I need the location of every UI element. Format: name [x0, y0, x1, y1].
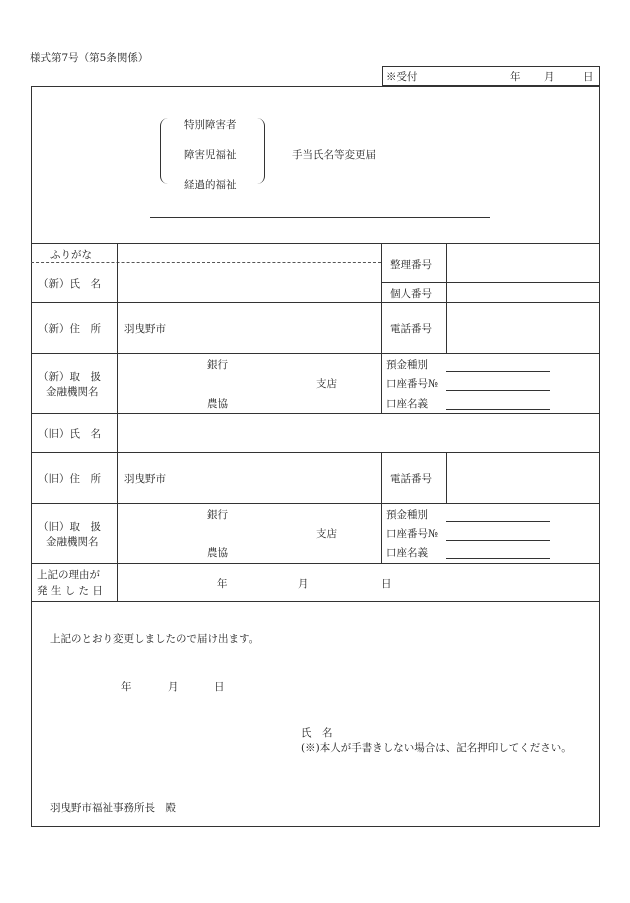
- new-bank-label-2: 金融機関名: [46, 386, 99, 398]
- form-number: 様式第7号（第5条関係）: [30, 52, 149, 64]
- old-address-value: 羽曳野市: [124, 473, 166, 485]
- title-type-2: 障害児福祉: [184, 149, 237, 161]
- new-bank-agri: 農協: [207, 398, 228, 410]
- right-column-divider: [381, 452, 382, 563]
- value-column-divider: [446, 243, 447, 353]
- statement: 上記のとおり変更しましたので届け出ます。: [50, 633, 260, 645]
- old-deposit-type-label: 預金種別: [386, 509, 428, 521]
- value-column-divider: [446, 452, 447, 503]
- old-account-name-line: [446, 558, 550, 559]
- new-bank-bank: 銀行: [207, 359, 228, 371]
- reason-month: 月: [298, 578, 309, 590]
- receipt-day: 日: [583, 71, 594, 83]
- reason-label-1: 上記の理由が: [37, 569, 100, 581]
- old-bank-bank: 銀行: [207, 509, 228, 521]
- title-underline: [150, 217, 490, 218]
- reason-day: 日: [381, 578, 392, 590]
- divider: [381, 282, 599, 283]
- new-name-label: （新）氏 名: [38, 278, 101, 290]
- old-name-label: （旧）氏 名: [38, 428, 101, 440]
- new-account-no-line: [446, 390, 550, 391]
- receipt-label: ※受付: [386, 71, 418, 83]
- footer-month: 月: [168, 681, 179, 693]
- old-bank-agri: 農協: [207, 547, 228, 559]
- form-title: 手当氏名等変更届: [292, 149, 376, 161]
- new-phone-label: 電話番号: [390, 323, 432, 335]
- signature-note: (※)本人が手書きしない場合は、記名押印してください。: [301, 742, 572, 754]
- old-account-name-label: 口座名義: [386, 547, 428, 559]
- old-phone-label: 電話番号: [390, 473, 432, 485]
- label-column-divider: [117, 243, 118, 601]
- new-deposit-type-line: [446, 371, 550, 372]
- new-address-label: （新）住 所: [38, 323, 101, 335]
- divider: [31, 601, 599, 602]
- new-bank-branch: 支店: [316, 378, 337, 390]
- right-column-divider: [381, 243, 382, 413]
- receipt-year: 年: [510, 71, 521, 83]
- old-deposit-type-line: [446, 521, 550, 522]
- reason-year: 年: [217, 578, 228, 590]
- new-account-name-line: [446, 409, 550, 410]
- new-account-name-label: 口座名義: [386, 398, 428, 410]
- footer-day: 日: [214, 681, 225, 693]
- old-bank-label-2: 金融機関名: [46, 536, 99, 548]
- old-bank-branch: 支店: [316, 528, 337, 540]
- furigana-label: ふりがな: [50, 249, 92, 261]
- receipt-month: 月: [544, 71, 555, 83]
- kojin-number-label: 個人番号: [390, 288, 432, 300]
- furigana-divider: [31, 262, 381, 263]
- old-account-no-label: 口座番号№: [386, 528, 438, 540]
- applicant-name-label: 氏 名: [301, 727, 333, 739]
- old-address-label: （旧）住 所: [38, 473, 101, 485]
- title-type-1: 特別障害者: [184, 119, 237, 131]
- footer-year: 年: [121, 681, 132, 693]
- title-type-3: 経過的福祉: [184, 179, 237, 191]
- old-account-no-line: [446, 540, 550, 541]
- old-bank-label-1: （旧）取 扱: [38, 521, 101, 533]
- addressee: 羽曳野市福祉事務所長 殿: [50, 802, 176, 814]
- new-deposit-type-label: 預金種別: [386, 359, 428, 371]
- seiri-number-label: 整理番号: [390, 259, 432, 271]
- new-account-no-label: 口座番号№: [386, 378, 438, 390]
- new-bank-label-1: （新）取 扱: [38, 371, 101, 383]
- new-address-value: 羽曳野市: [124, 323, 166, 335]
- reason-label-2: 発 生 し た 日: [37, 585, 103, 597]
